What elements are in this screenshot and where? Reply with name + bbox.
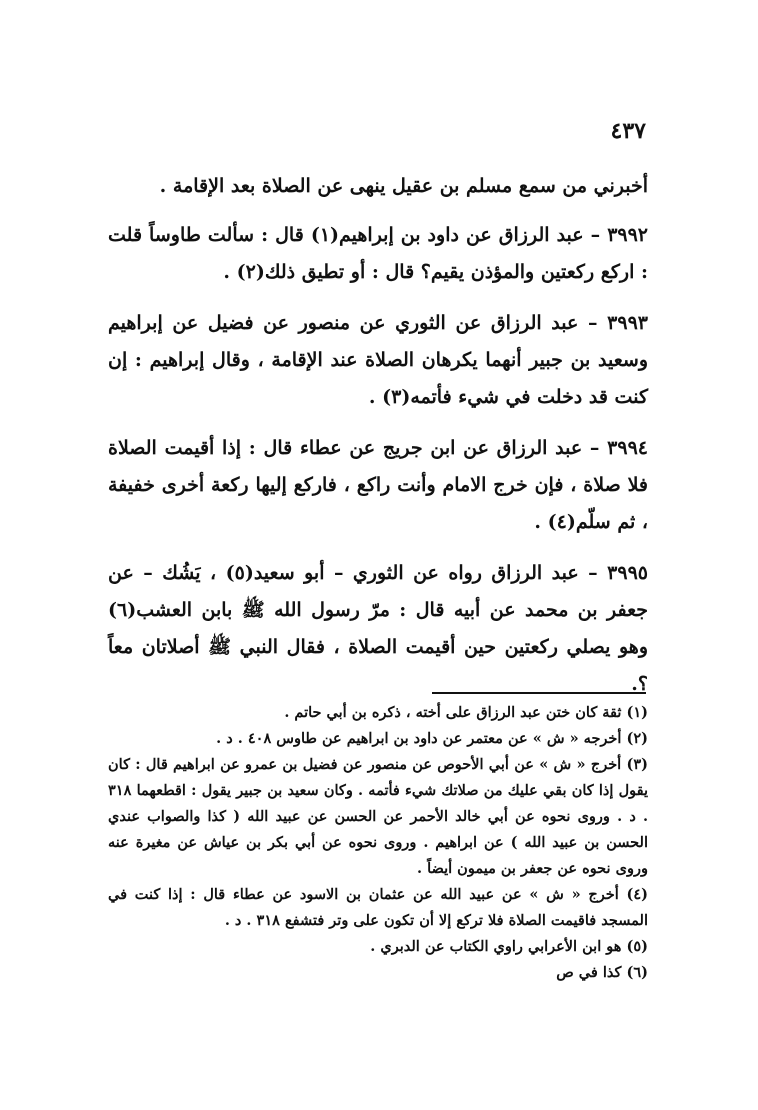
paragraph — [108, 217, 648, 291]
footnotes — [108, 700, 648, 986]
footnote: (١) ثقة كان ختن عبد الرزاق على أخته ، ذكره بن أبي حاتم . — [284, 704, 648, 721]
page-number: ٤٣٧ — [610, 118, 646, 144]
paragraph-text: عبد الرزاق عن الثوري عن منصور عن فضيل عن إبراهيم وسعيد بن جبير أنهما يكرهان الصلاة عند الإقامة ، وقال إبراهيم : إن كنت قد دخلت في شيء فأتمه(٣) . — [108, 312, 648, 408]
footnote: (٢) أخرجه « ش » عن معتمر عن داود بن ابراهيم عن طاوس ٤٠٨ . د . — [216, 730, 648, 747]
paragraph — [108, 430, 648, 541]
paragraph-text: عبد الرزاق رواه عن الثوري – أبو سعيد(٥) ، يَشُك – عن جعفر بن محمد عن أبيه قال : مرّ رسول الله ﷺ بابن العشب(٦) وهو يصلي ركعتين حين أقيمت الصلاة ، فقال النبي ﷺ أصلاتان معاً ؟. — [108, 562, 648, 695]
footnote: (٣) أخرج « ش » عن أبي الأحوص عن منصور عن فضيل بن عمرو عن ابراهيم قال : كان يقول إذا كان بقي عليك من صلاتك شيء فأتمه . وكان سعيد بن جبير يقول : اقطعهما ٣١٨ . د . وروى نحوه عن أبي خالد الأحمر عن الحسن عن عبيد الله ( كذا والصواب عندي الحسن بن عبيد الله ) عن ابراهيم . وروى نحوه عن أبي بكر بن عياش عن مغيرة عنه وروى نحوه عن جعفر بن ميمون أيضاً . — [108, 756, 648, 877]
paragraph — [108, 168, 648, 205]
paragraph-number: ٣٩٩٥ – — [578, 562, 648, 584]
paragraph — [108, 555, 648, 703]
footnote: (٦) كذا في ص — [556, 964, 648, 981]
footnote-divider — [432, 692, 646, 694]
footnote: (٥) هو ابن الأعرابي راوي الكتاب عن الدبري . — [370, 938, 648, 955]
paragraph-number: ٣٩٩٣ – — [578, 312, 648, 334]
paragraph-number: ٣٩٩٢ – — [583, 224, 649, 246]
paragraph — [108, 305, 648, 416]
paragraph-number: ٣٩٩٤ – — [582, 437, 648, 459]
paragraph-text: عبد الرزاق عن داود بن إبراهيم(١) قال : سألت طاوساً قلت : اركع ركعتين والمؤذن يقيم؟ قال : أو تطيق ذلك(٢) . — [108, 224, 648, 283]
paragraph-text: عبد الرزاق عن ابن جريج عن عطاء قال : إذا أقيمت الصلاة فلا صلاة ، فإن خرج الامام وأنت راكع ، فاركع إليها ركعة أخرى خفيفة ، ثم سلّم(٤) . — [108, 437, 648, 533]
footnote: (٤) أخرج « ش » عن عبيد الله عن عثمان بن الاسود عن عطاء قال : إذا كنت في المسجد فاقيمت الصلاة فلا تركع إلا أن تكون على وتر فتشفع ٣١٨ . د . — [108, 886, 648, 929]
main-text — [108, 168, 648, 717]
paragraph-text: أخبرني من سمع مسلم بن عقيل ينهى عن الصلاة بعد الإقامة . — [159, 175, 648, 197]
